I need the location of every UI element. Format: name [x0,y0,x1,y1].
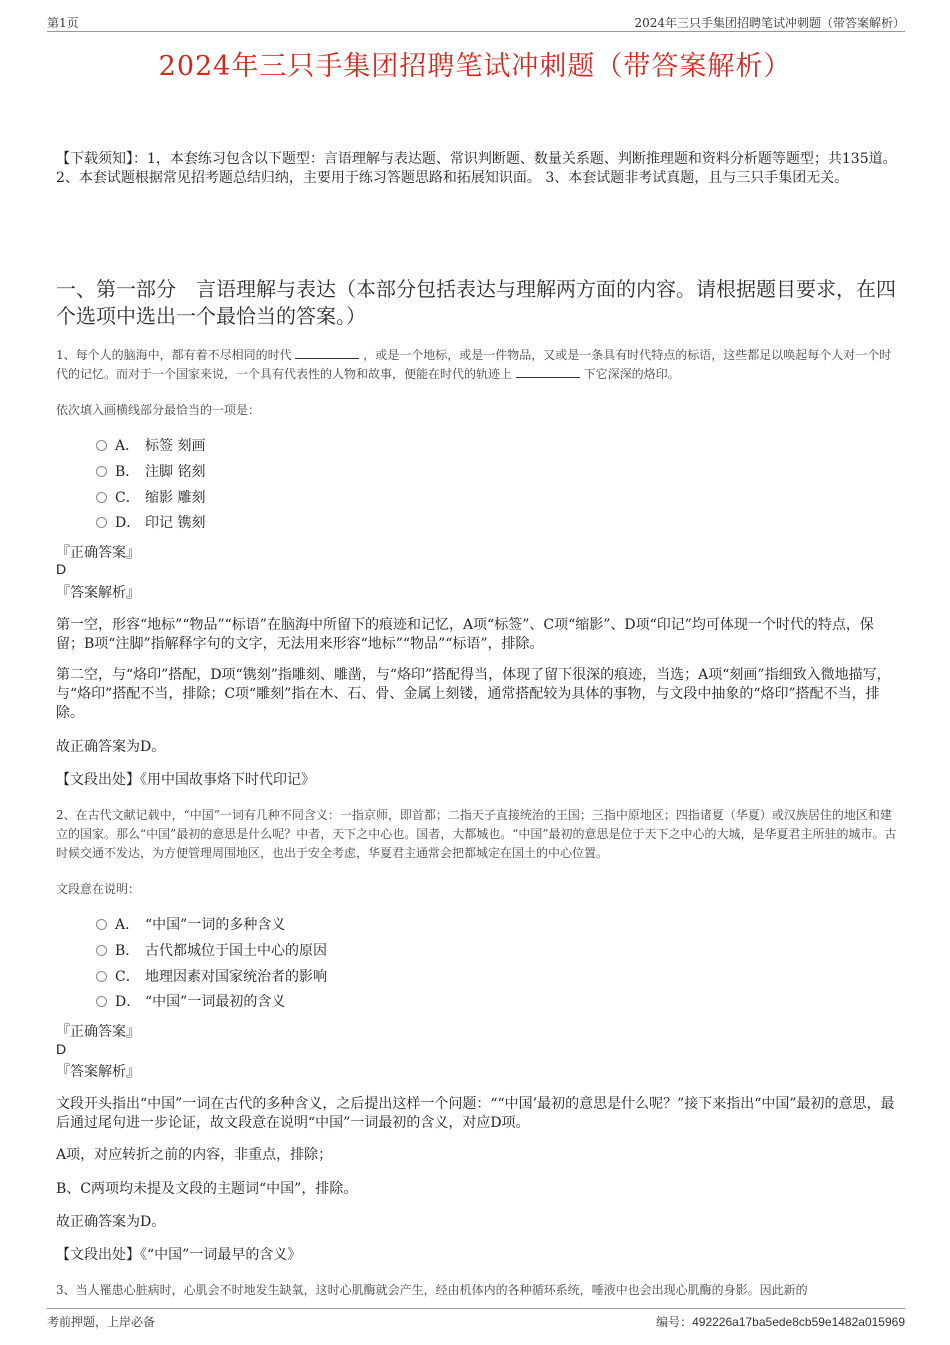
question-1-answer: D [56,561,67,577]
footer-code: 编号：492226a17ba5ede8cb59e1482a015969 [656,1315,905,1329]
document-title: 2024年三只手集团招聘笔试冲刺题（带答案解析） [158,51,792,82]
question-1-option-c[interactable]: C． 缩影 雕刻 [96,488,205,508]
section-heading: 一、第一部分 言语理解与表达（本部分包括表达与理解两方面的内容。请根据题目要求，在四个选项中选出一个最恰当的答案。） [56,277,896,328]
radio-icon[interactable] [96,466,107,477]
radio-icon[interactable] [96,440,107,451]
question-2-analysis-2: A项，对应转折之前的内容，非重点，排除； [56,1147,333,1163]
question-2-conclusion: 故正确答案为D。 [56,1214,166,1230]
question-1-conclusion: 故正确答案为D。 [56,739,166,755]
fill-blank-1 [295,346,359,359]
analysis-label: 『答案解析』 [56,585,140,601]
analysis-label: 『答案解析』 [56,1064,140,1080]
header-doc-title: 2024年三只手集团招聘笔试冲刺题（带答案解析） [634,16,905,30]
question-3-stem: 3、当人罹患心脏病时，心肌会不时地发生缺氧，这时心肌酶就会产生，经由机体内的各种循环系统，唾液中也会出现心肌酶的身影。因此新的 [56,1283,808,1297]
question-2-stem: 2、在古代文献记载中，“中国”一词有几种不同含义：一指京师，即首都；二指天子直接统治的王国；三指中原地区；四指诸夏（华夏）或汉族居住的地区和建立的国家。那么“中国”最初的意思是什么呢？中者，天下之中心也。国者，大都城也。“中国”最初的意思是位于天下之中心的大城，是华夏君主所驻的城市。古时候交通不发达，为方便管理周围地区，也出于安全考虑，华夏君主通常会把都城定在国土的中心位置。 [56,808,897,860]
question-2-option-d[interactable]: D． “中国”一词最初的含义 [96,992,285,1012]
footer-divider [47,1308,905,1309]
correct-answer-label: 『正确答案』 [56,545,140,561]
question-1-option-a[interactable]: A． 标签 刻画 [96,436,205,456]
header-divider [47,31,905,32]
radio-icon[interactable] [96,492,107,503]
question-2-option-a[interactable]: A． “中国”一词的多种含义 [96,915,285,935]
question-2-prompt: 文段意在说明： [56,882,141,896]
footer-slogan: 考前押题，上岸必备 [47,1315,156,1329]
question-2-option-b[interactable]: B． 古代都城位于国土中心的原因 [96,941,327,961]
question-1-stem: 1、每个人的脑海中，都有着不尽相同的时代 ，或是一个地标，或是一件物品，又或是一条具有时代特点的标语，这些都足以唤起每个人对一个时代的记忆。而对于一个国家来说，一个具有代表性的人物和故事，便能在时代的轨迹上 下它深深的烙印。 [56,348,892,381]
question-1-prompt: 依次填入画横线部分最恰当的一项是： [56,403,261,417]
radio-icon[interactable] [96,996,107,1007]
question-1-option-d[interactable]: D． 印记 镌刻 [96,513,205,533]
question-2-option-c[interactable]: C． 地理因素对国家统治者的影响 [96,967,327,987]
question-1-source: 【文段出处】《用中国故事烙下时代印记》 [56,772,315,788]
radio-icon[interactable] [96,517,107,528]
radio-icon[interactable] [96,919,107,930]
question-1-analysis-2: 第二空，与“烙印”搭配，D项“镌刻”指雕刻、雕凿，与“烙印”搭配得当，体现了留下很深的痕迹，当选；A项“刻画”指细致入微地描写，与“烙印”搭配不当，排除；C项“雕刻”指在木、石、骨、金属上刻镂，通常搭配较为具体的事物，与文段中抽象的“烙印”搭配不当，排除。 [56,667,891,721]
page-number: 第1页 [47,16,79,30]
question-2-analysis-3: B、C两项均未提及文段的主题词“中国”，排除。 [56,1181,358,1197]
question-2-source: 【文段出处】《“中国”一词最早的含义》 [56,1247,302,1263]
radio-icon[interactable] [96,971,107,982]
download-notice: 【下载须知】：1，本套练习包含以下题型：言语理解与表达题、常识判断题、数量关系题、判断推理题和资料分析题等题型；共135道。 2、本套试题根据常见招考题总结归纳，主要用于练习答题思路和拓展知识面。 3、本套试题非考试真题，且与三只手集团无关。 [56,151,897,186]
radio-icon[interactable] [96,945,107,956]
question-1-option-b[interactable]: B． 注脚 铭刻 [96,462,205,482]
correct-answer-label: 『正确答案』 [56,1024,140,1040]
fill-blank-2 [516,365,580,378]
question-2-analysis-1: 文段开头指出“中国”一词在古代的多种含义，之后提出这样一个问题：““中国’最初的意思是什么呢？”接下来指出“中国”最初的意思，最后通过尾句进一步论证，故文段意在说明“中国”一词最初的含义，对应D项。 [56,1096,895,1131]
question-2-answer: D [56,1041,67,1057]
question-1-analysis-1: 第一空，形容“地标”“物品”“标语”在脑海中所留下的痕迹和记忆，A项“标签”、C项“缩影”、D项“印记”均可体现一个时代的特点，保留；B项“注脚”指解释字句的文字，无法用来形容“地标”“物品”“标语”，排除。 [56,617,874,652]
